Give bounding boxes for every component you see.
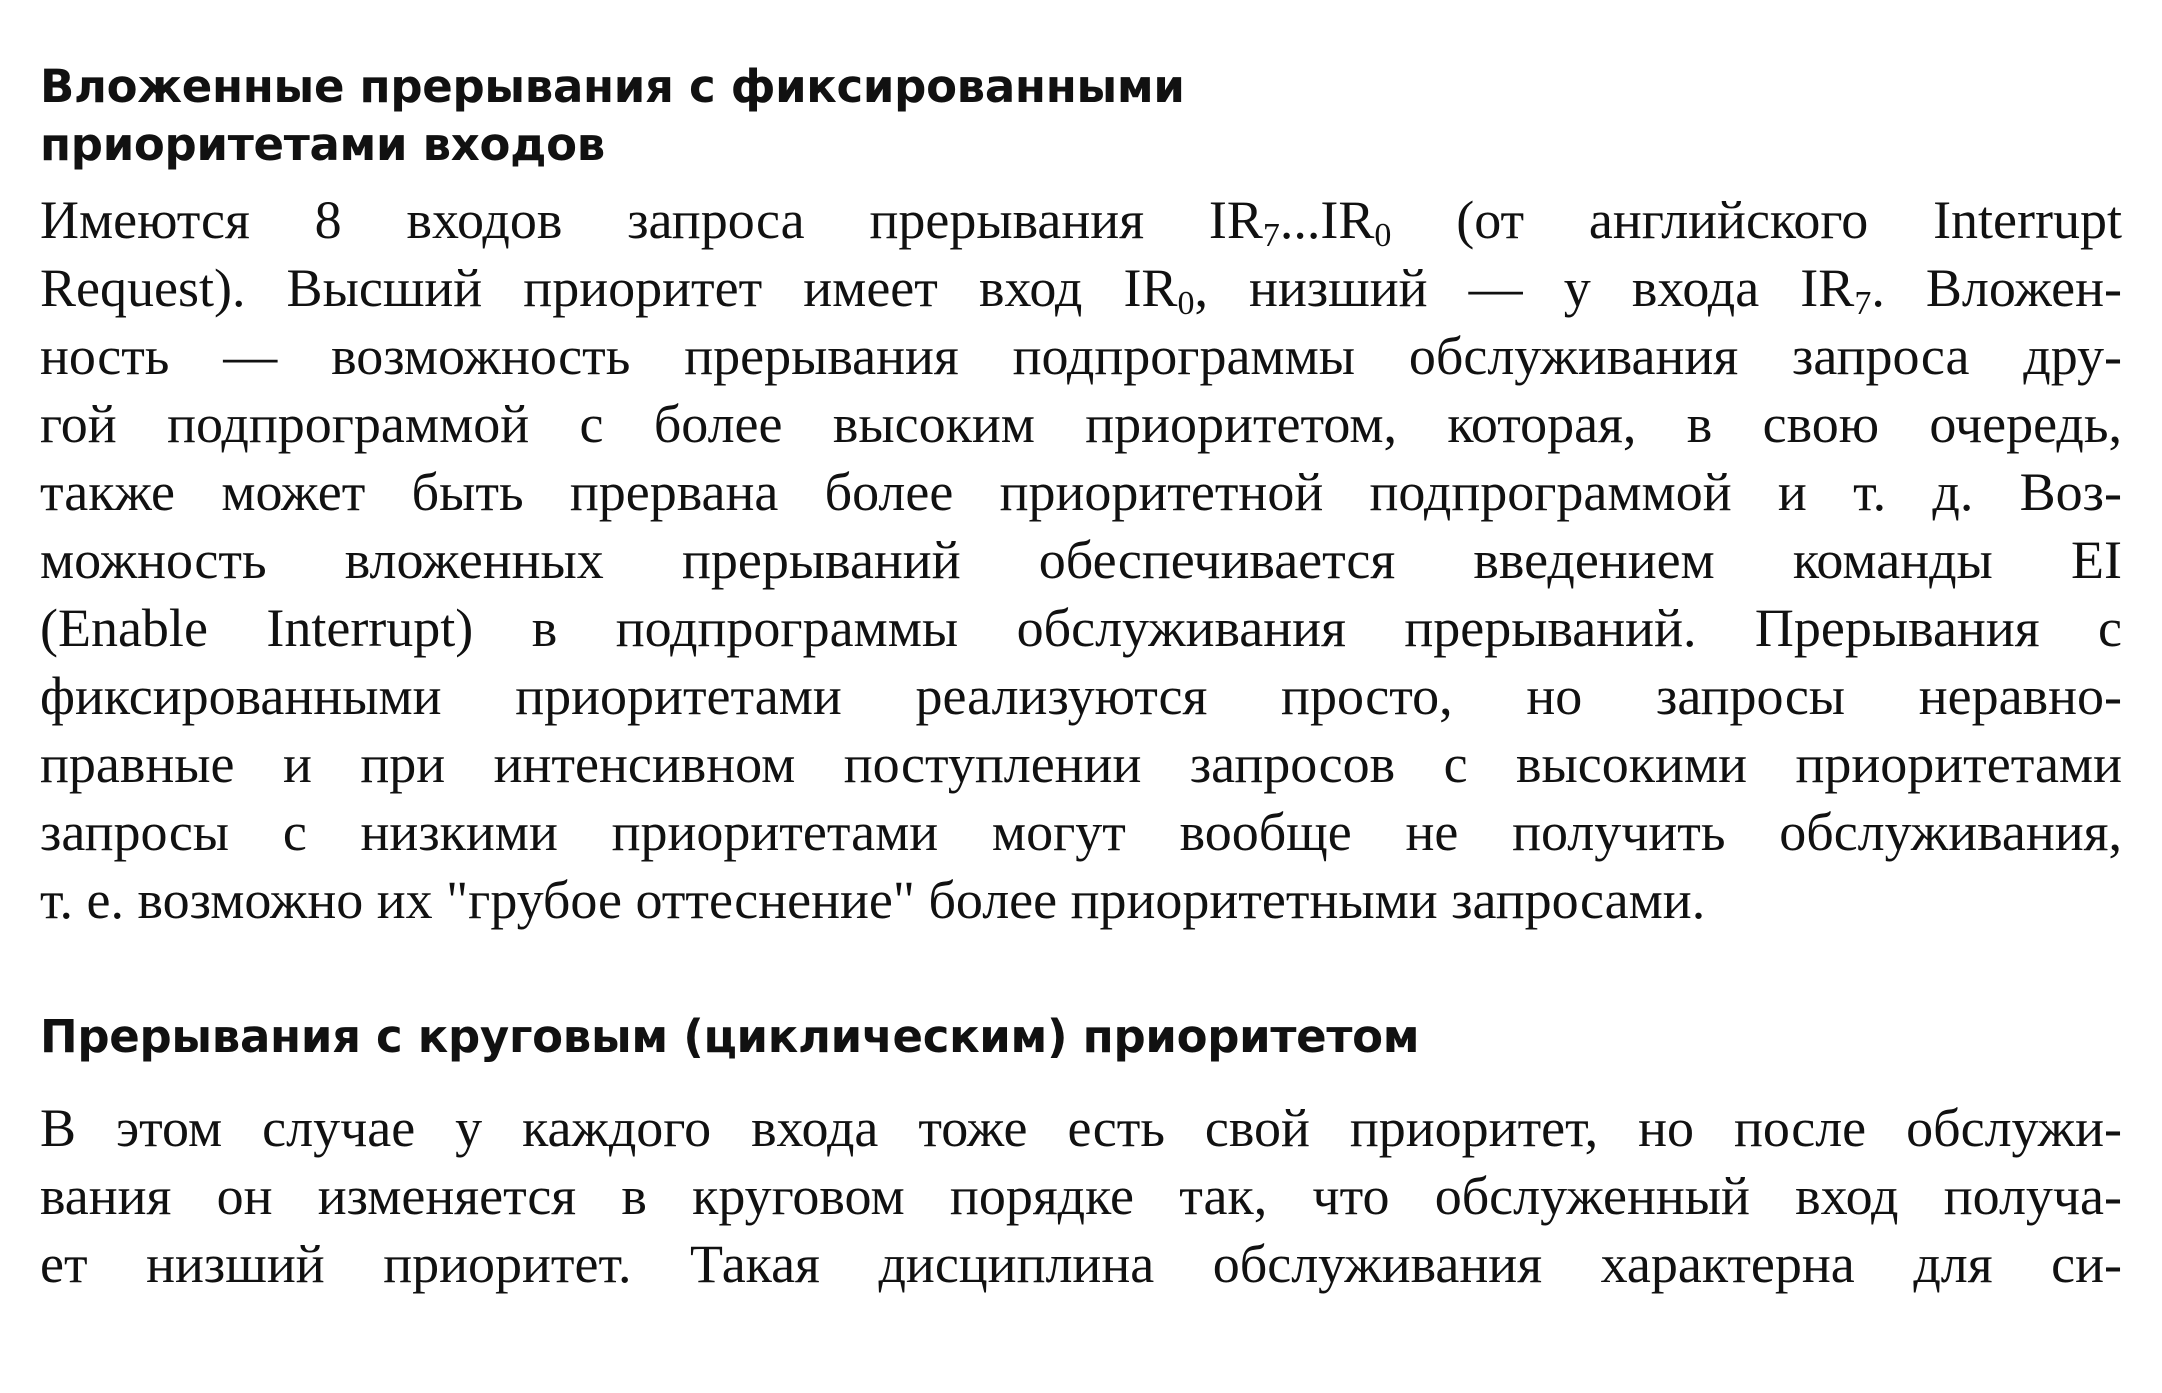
text-line: [40, 186, 2122, 254]
text-line: запросы с низкими приоритетами могут вообще не получить обслуживания,: [40, 802, 2122, 862]
text-run: Request). Высший приоритет имеет вход IR: [40, 258, 1178, 318]
text-line: [40, 254, 2122, 322]
subscript: 0: [1374, 217, 1392, 254]
text-line: т. е. возможно их "грубое оттеснение" более приоритетными запросами.: [40, 870, 1706, 930]
text-line: гой подпрограммой с более высоким приоритетом, которая, в свою очередь,: [40, 394, 2122, 454]
text-line: (Enable Interrupt) в подпрограммы обслуживания прерываний. Прерывания с: [40, 598, 2122, 658]
document-page: [40, 58, 2122, 1298]
subscript: 7: [1262, 217, 1280, 254]
subscript: 0: [1177, 285, 1195, 322]
paragraph-round-robin: [40, 1094, 2122, 1298]
text-line: правные и при интенсивном поступлении запросов с высокими приоритетами: [40, 734, 2122, 794]
text-line: вания он изменяется в круговом порядке так, что обслуженный вход получа-: [40, 1166, 2122, 1226]
text-line: В этом случае у каждого входа тоже есть свой приоритет, но после обслужи-: [40, 1098, 2122, 1158]
text-line: можность вложенных прерываний обеспечивается введением команды EI: [40, 530, 2122, 590]
text-run: ...IR: [1279, 190, 1375, 250]
text-run: , низший — у входа IR: [1194, 258, 1855, 318]
heading-line: Прерывания с круговым (циклическим) приоритетом: [40, 1010, 1420, 1063]
heading-line: приоритетами входов: [40, 118, 605, 171]
text-line: ет низший приоритет. Такая дисциплина обслуживания характерна для си-: [40, 1234, 2122, 1294]
text-line: также может быть прервана более приоритетной подпрограммой и т. д. Воз-: [40, 462, 2122, 522]
text-line: ность — возможность прерывания подпрограммы обслуживания запроса дру-: [40, 326, 2122, 386]
section-heading-round-robin: [40, 1008, 2122, 1066]
paragraph-nested-interrupts: [40, 186, 2122, 934]
text-run: (от английского Interrupt: [1391, 190, 2122, 250]
heading-line: Вложенные прерывания с фиксированными: [40, 60, 1185, 113]
subscript: 7: [1854, 285, 1872, 322]
text-run: Имеются 8 входов запроса прерывания IR: [40, 190, 1263, 250]
text-run: . Вложен-: [1871, 258, 2122, 318]
section-heading-nested-interrupts: [40, 58, 2122, 174]
text-line: фиксированными приоритетами реализуются просто, но запросы неравно-: [40, 666, 2122, 726]
